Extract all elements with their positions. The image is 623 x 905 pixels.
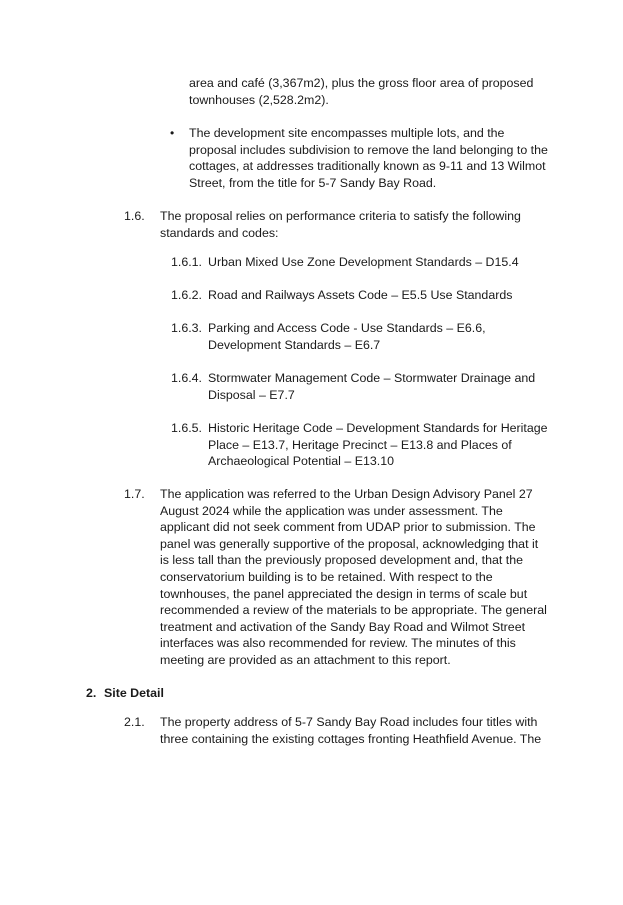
subsection-text-1-6-3: Parking and Access Code - Use Standards – E6.6, Development Standards – E6.7: [208, 321, 486, 352]
continuation-paragraph: area and café (3,367m2), plus the gross floor area of proposed townhouses (2,528.2m2).: [189, 76, 534, 107]
subsection-number-1-6-2: 1.6.2.: [171, 288, 203, 302]
subsection-text-1-6-5: Historic Heritage Code – Development Standards for Heritage Place – E13.7, Heritage Precinct – E13.8 and Places of Archaeological Potential – E13.10: [208, 421, 548, 469]
section-paragraph-1-6: The proposal relies on performance criteria to satisfy the following standards and codes:: [160, 209, 521, 240]
section-number-1-7: 1.7.: [124, 487, 145, 501]
section-paragraph-2-1: The property address of 5-7 Sandy Bay Road includes four titles with three containing the existing cottages fronting Heathfield Avenue. The: [160, 715, 542, 746]
subsection-number-1-6-1: 1.6.1.: [171, 255, 203, 269]
section-paragraph-1-7: The application was referred to the Urban Design Advisory Panel 27 August 2024 while the application was under assessment. The applicant did not seek comment from UDAP prior to submission. The panel was generally supportive of the proposal, acknowledging that it is less tall than the previously proposed development and, that the conservatorium building is to be retained. With respect to the townhouses, the panel appreciated the design in terms of scale but recommended a review of the materials to be appropriate. The general treatment and activation of the Sandy Bay Road and Wilmot Street interfaces was also recommended for review. The minutes of this meeting are provided as an attachment to this report.: [160, 487, 547, 667]
bullet-marker: •: [170, 126, 175, 140]
section-number-1-6: 1.6.: [124, 209, 145, 223]
section-number-2-1: 2.1.: [124, 715, 145, 729]
subsection-text-1-6-1: Urban Mixed Use Zone Development Standards – D15.4: [208, 255, 519, 269]
heading-number-2: 2.: [86, 686, 97, 700]
heading-title-site-detail: Site Detail: [104, 686, 164, 700]
subsection-text-1-6-4: Stormwater Management Code – Stormwater Drainage and Disposal – E7.7: [208, 371, 536, 402]
subsection-number-1-6-5: 1.6.5.: [171, 421, 203, 435]
subsection-text-1-6-2: Road and Railways Assets Code – E5.5 Use Standards: [208, 288, 513, 302]
subsection-number-1-6-4: 1.6.4.: [171, 371, 203, 385]
bullet-paragraph: The development site encompasses multiple lots, and the proposal includes subdivision to remove the land belonging to the cottages, at addresses traditionally known as 9-11 and 13 Wilmot Street, from the title for 5-7 Sandy Bay Road.: [189, 126, 548, 190]
subsection-number-1-6-3: 1.6.3.: [171, 321, 203, 335]
